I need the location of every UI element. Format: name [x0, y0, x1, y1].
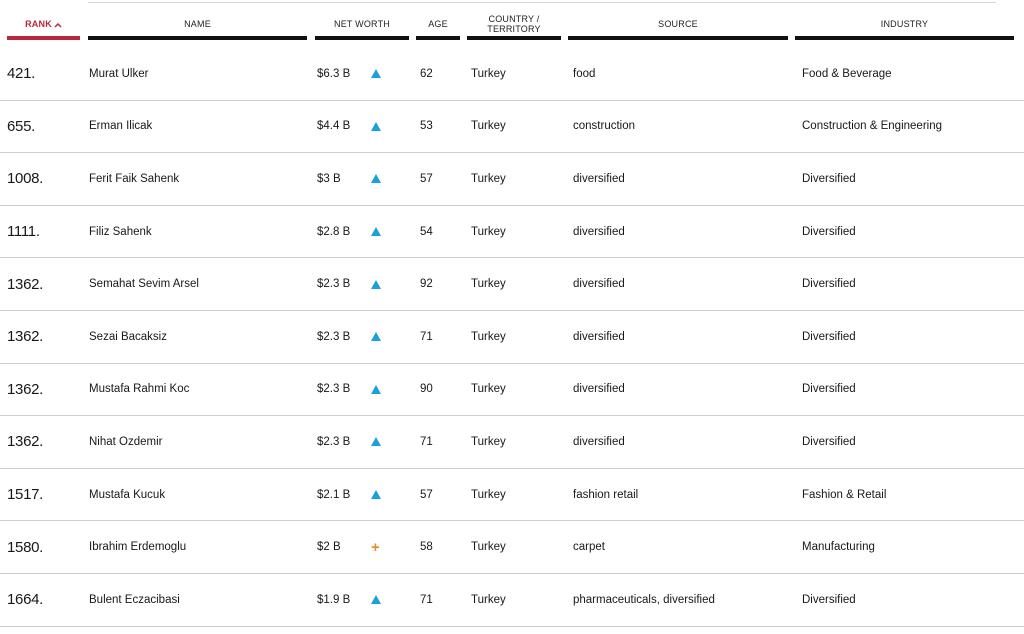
industry-cell: Diversified — [802, 330, 856, 343]
column-header-rank[interactable] — [7, 8, 80, 40]
source-cell: diversified — [573, 330, 625, 343]
table-row[interactable] — [0, 469, 1024, 522]
column-header-net-worth[interactable] — [315, 8, 409, 40]
age-cell: 57 — [420, 172, 433, 185]
rank-cell: 1517. — [7, 486, 44, 504]
source-cell: construction — [573, 120, 636, 133]
name-cell[interactable]: Mustafa Kucuk — [89, 488, 166, 501]
table-row[interactable] — [0, 574, 1024, 627]
table-row[interactable] — [0, 101, 1024, 154]
column-header-age-label: AGE — [428, 19, 448, 29]
rank-cell: 1580. — [7, 538, 44, 556]
age-cell: 58 — [420, 541, 433, 554]
plus-icon: + — [371, 538, 380, 556]
triangle-up-icon — [371, 206, 381, 258]
rank-cell: 1362. — [7, 275, 44, 293]
source-cell: diversified — [573, 172, 625, 185]
industry-cell: Diversified — [802, 172, 856, 185]
age-cell: 57 — [420, 488, 433, 501]
table-header — [0, 8, 1024, 40]
rank-cell: 655. — [7, 117, 35, 135]
rank-cell: 421. — [7, 65, 35, 83]
country-cell: Turkey — [471, 172, 506, 185]
age-cell: 71 — [420, 593, 433, 606]
net-worth-cell: $6.3 B — [317, 67, 351, 80]
industry-cell: Manufacturing — [802, 541, 875, 554]
table-body — [0, 48, 1024, 627]
column-header-name-label: NAME — [184, 19, 211, 29]
age-cell: 53 — [420, 120, 433, 133]
column-header-rank-label: RANK — [25, 19, 52, 29]
rank-cell: 1008. — [7, 170, 44, 188]
net-worth-cell: $2.3 B — [317, 330, 351, 343]
column-header-country-label: COUNTRY / TERRITORY — [487, 14, 541, 34]
country-cell: Turkey — [471, 225, 506, 238]
industry-cell: Diversified — [802, 593, 856, 606]
country-cell: Turkey — [471, 488, 506, 501]
source-cell: fashion retail — [573, 488, 639, 501]
country-cell: Turkey — [471, 120, 506, 133]
column-header-source[interactable] — [568, 8, 788, 40]
age-cell: 71 — [420, 435, 433, 448]
rank-cell: 1362. — [7, 380, 44, 398]
net-worth-cell: $2.3 B — [317, 278, 351, 291]
source-cell: pharmaceuticals, diversified — [573, 593, 715, 606]
net-worth-cell: $2.3 B — [317, 435, 351, 448]
age-cell: 71 — [420, 330, 433, 343]
table-row[interactable] — [0, 416, 1024, 469]
table-row[interactable] — [0, 521, 1024, 574]
name-cell[interactable]: Nihat Ozdemir — [89, 435, 163, 448]
column-header-industry-label: INDUSTRY — [880, 19, 929, 29]
column-header-age-underline — [416, 36, 460, 40]
source-cell: diversified — [573, 278, 625, 291]
source-cell: diversified — [573, 383, 625, 396]
triangle-up-icon — [371, 311, 381, 363]
column-header-name-underline — [88, 36, 307, 40]
name-cell[interactable]: Ferit Faik Sahenk — [89, 172, 180, 185]
triangle-up-icon — [371, 364, 381, 416]
country-cell: Turkey — [471, 593, 506, 606]
source-cell: diversified — [573, 435, 625, 448]
name-cell[interactable]: Bulent Eczacibasi — [89, 593, 180, 606]
name-cell[interactable]: Murat Ulker — [89, 67, 149, 80]
age-cell: 90 — [420, 383, 433, 396]
table-top-rule — [88, 2, 996, 3]
table-row[interactable] — [0, 48, 1024, 101]
column-header-source-underline — [568, 36, 788, 40]
name-cell[interactable]: Ibrahim Erdemoglu — [89, 541, 187, 554]
table-row[interactable] — [0, 206, 1024, 259]
column-header-age[interactable] — [416, 8, 460, 40]
net-worth-cell: $2 B — [317, 541, 341, 554]
source-cell: food — [573, 67, 596, 80]
country-cell: Turkey — [471, 278, 506, 291]
age-cell: 54 — [420, 225, 433, 238]
rank-cell: 1362. — [7, 328, 44, 346]
industry-cell: Diversified — [802, 278, 856, 291]
triangle-up-icon — [371, 574, 381, 626]
industry-cell: Diversified — [802, 225, 856, 238]
triangle-up-icon — [371, 48, 381, 100]
net-worth-cell: $2.8 B — [317, 225, 351, 238]
table-row[interactable] — [0, 311, 1024, 364]
net-worth-cell: $4.4 B — [317, 120, 351, 133]
table-row[interactable] — [0, 153, 1024, 206]
net-worth-cell: $2.1 B — [317, 488, 351, 501]
column-header-source-label: SOURCE — [658, 19, 698, 29]
industry-cell: Food & Beverage — [802, 67, 892, 80]
name-cell[interactable]: Filiz Sahenk — [89, 225, 152, 238]
net-worth-cell: $1.9 B — [317, 593, 351, 606]
name-cell[interactable]: Mustafa Rahmi Koc — [89, 383, 190, 396]
name-cell[interactable]: Erman Ilicak — [89, 120, 153, 133]
column-header-name[interactable] — [88, 8, 307, 40]
column-header-net-worth-underline — [315, 36, 409, 40]
industry-cell: Construction & Engineering — [802, 120, 942, 133]
column-header-country[interactable] — [467, 8, 561, 40]
column-header-rank-underline — [7, 36, 80, 40]
net-worth-cell: $3 B — [317, 172, 341, 185]
triangle-up-icon — [371, 416, 381, 468]
column-header-country-underline — [467, 36, 561, 40]
industry-cell: Fashion & Retail — [802, 488, 887, 501]
column-header-net-worth-label: NET WORTH — [334, 19, 390, 29]
country-cell: Turkey — [471, 541, 506, 554]
column-header-industry-underline — [795, 36, 1014, 40]
country-cell: Turkey — [471, 383, 506, 396]
rank-cell: 1111. — [7, 223, 40, 241]
triangle-up-icon — [371, 101, 381, 153]
source-cell: diversified — [573, 225, 625, 238]
country-cell: Turkey — [471, 330, 506, 343]
name-cell[interactable]: Semahat Sevim Arsel — [89, 278, 199, 291]
table-row[interactable] — [0, 258, 1024, 311]
triangle-up-icon — [371, 258, 381, 310]
country-cell: Turkey — [471, 435, 506, 448]
country-cell: Turkey — [471, 67, 506, 80]
table-row[interactable] — [0, 364, 1024, 417]
column-header-industry[interactable] — [795, 8, 1014, 40]
chevron-up-icon — [54, 20, 62, 30]
net-worth-cell: $2.3 B — [317, 383, 351, 396]
industry-cell: Diversified — [802, 435, 856, 448]
source-cell: carpet — [573, 541, 605, 554]
name-cell[interactable]: Sezai Bacaksiz — [89, 330, 167, 343]
age-cell: 92 — [420, 278, 433, 291]
rank-cell: 1362. — [7, 433, 44, 451]
rank-cell: 1664. — [7, 591, 44, 609]
age-cell: 62 — [420, 67, 433, 80]
triangle-up-icon — [371, 469, 381, 521]
industry-cell: Diversified — [802, 383, 856, 396]
triangle-up-icon — [371, 153, 381, 205]
